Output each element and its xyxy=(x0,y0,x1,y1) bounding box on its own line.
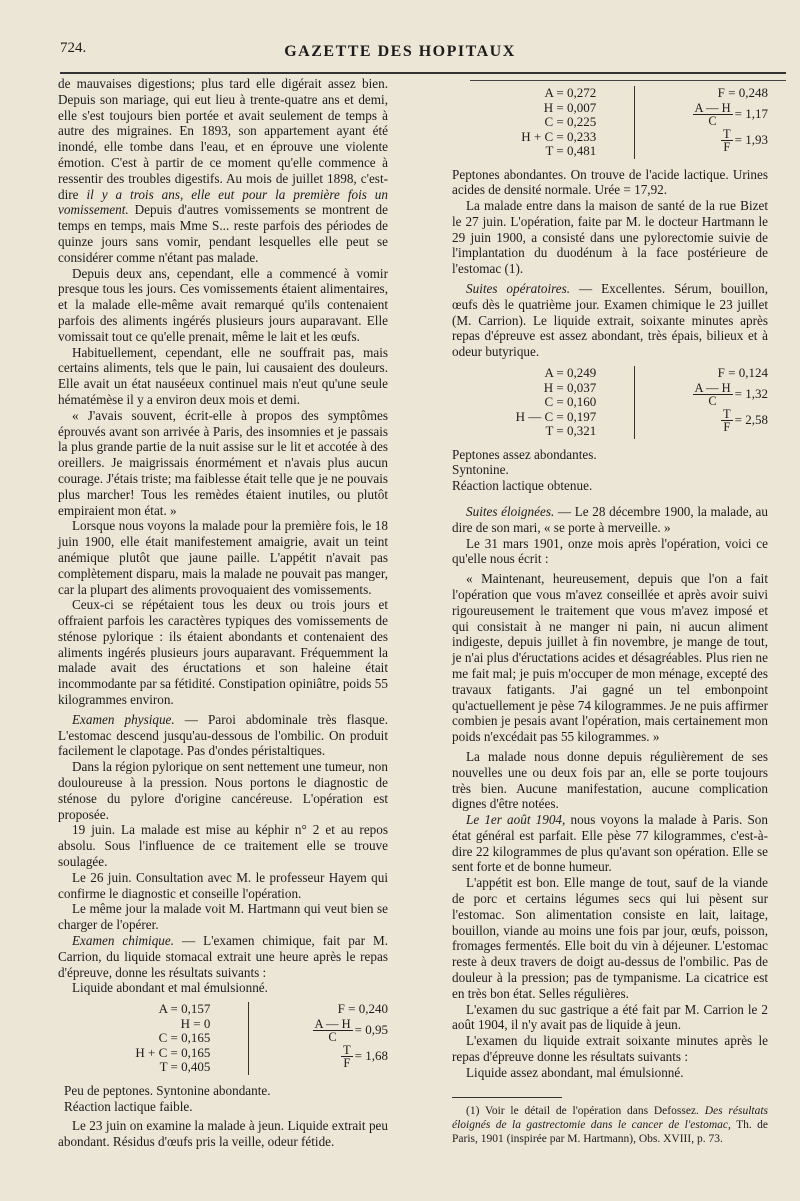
lab-value: F = 0,240 xyxy=(337,1001,388,1017)
lab-ratio: $\frac{T}{F}$ = 2,58 xyxy=(723,406,768,434)
paragraph: Réaction lactique faible. xyxy=(64,1098,193,1114)
paragraph: Liquide assez abondant, mal émulsionné. xyxy=(466,1064,684,1080)
paragraph: Suites opératoires. — Excellentes. Sérum, bouillon, œufs dès le quatrième jour. Examen chimique le 23 juillet (M. Carrion). Le liquide extrait, soixante minutes après repas d'épreuve est assez abondant, très épais, bilieux et à odeur butyrique. xyxy=(452,281,768,360)
lab-value: H = 0,037 xyxy=(543,379,597,395)
paragraph: Le 26 juin. Consultation avec M. le professeur Hayem qui confirme le diagnostic et conseille l'opération. xyxy=(58,869,388,901)
paragraph: Habituellement, cependant, elle ne souffrait pas, mais certains aliments, tels que le pain, lui causaient des douleurs. Elle avait un état nauséeux continuel mais n'eut qu'une seule hématémèse il y a environ deux mois et demi. xyxy=(58,344,388,407)
paragraph: La malade nous donne depuis régulièrement de ses nouvelles une ou deux fois par an, elle se porte toujours très bien. Aucune manifestation, aucune complication dignes d'être notées. xyxy=(452,748,768,812)
paragraph: Le 31 mars 1901, onze mois après l'opération, voici ce qu'elle nous écrit : xyxy=(452,535,768,567)
paragraph: Réaction lactique obtenue. xyxy=(452,478,593,494)
paragraph: Le 1er août 1904, nous voyons la malade à Paris. Son état général est parfait. Elle pèse 77 kilogrammes, c'est-à-dire 22 kilogrammes de plus qu'avant son opération. Elle se sent forte et de bonne humeur. xyxy=(452,812,768,875)
lab-value: H — C = 0,197 xyxy=(515,408,597,424)
paragraph: La malade entre dans la maison de santé de la rue Bizet le 27 juin. L'opération, faite par M. le docteur Hartmann le 29 juin 1900, a consisté dans une pylorectomie suivie de l'implantation du duodénum à la face postérieure de l'estomac (1). xyxy=(452,198,768,277)
lab-ratios xyxy=(635,86,768,159)
paragraph: de mauvaises digestions; plus tard elle digérait assez bien. Depuis son mariage, qui eut lieu à trente-quatre ans et demi, elle s'est toujours bien portée et avait seulement de temps à autre des migraines. En 1893, son appartement ayant été inondé, elle tombe dans l'eau, et en éprouve une violente émotion. C'est à partir de ce moment qu'elle commence à ressentir des troubles digestifs. Au mois de juillet 1898, c'est-dire il y a trois ans, elle eut pour la première fois un vomissement. Depuis d'autres vomissements se montrent de temps en temps, mais Mme S... reste parfois des périodes de quinze jours sans vomir, pendant lesquelles elle peut se considérer comme n'étant pas malade. xyxy=(58,76,388,265)
lab-value: C = 0,225 xyxy=(544,114,597,129)
paragraph: Lorsque nous voyons la malade pour la première fois, le 18 juin 1900, elle était manifestement amaigrie, avait un teint anémique plutôt que jaune paille. L'appétit n'avait pas complètement disparu, mais la malade ne pouvait pas manger, car la plupart des aliments provoquaient des vomissements. xyxy=(58,518,388,597)
paragraph: Le même jour la malade voit M. Hartmann qui veut bien se charger de l'opérer. xyxy=(58,901,388,933)
lab-ratio: $\frac{T}{F}$ = 1,68 xyxy=(343,1042,388,1070)
lab-ratio: $\frac{A — H}{C}$ = 1,32 xyxy=(694,380,768,408)
lab-value: T = 0,405 xyxy=(159,1059,211,1075)
paragraph: L'appétit est bon. Elle mange de tout, sauf de la viande de porc et certains légumes secs qui lui pèsent sur l'estomac. Son alimentation consiste en lait, laitage, bouillon, viande au moins une fois par jour, œufs, poisson, fromages fermentés. Elle boit du vin à déjeuner. L'estomac reste à deux travers de doigt au-dessus de l'ombilic. Pas de douleur à la pression; pas de tympanisme. La cicatrice est en très bon état. Selles régulières. xyxy=(452,875,768,1001)
lab-results-1 xyxy=(58,1002,388,1075)
lab-value: H = 0,007 xyxy=(543,99,597,115)
paragraph: L'examen du suc gastrique a été fait par M. Carrion le 2 août 1904, il n'y avait pas de liquide à jeun. xyxy=(452,1001,768,1033)
lab-values xyxy=(452,366,635,439)
paragraph: Liquide abondant et mal émulsionné. xyxy=(72,980,268,996)
lab-value: A = 0,249 xyxy=(544,365,597,381)
quote-paragraph: « Maintenant, heureusement, depuis que l'on a fait l'opération que vous m'avez conseillée et après avoir suivi rigoureusement le traitement que vous m'avez imposé et qui consistait à ne manger ni pain, ni aucun aliment indigeste, depuis juillet à fin novembre, je mange de tout, je n'ai plus d'éructations acides et désagréables. Plus rien ne me fait mal; je puis m'occuper de mon ménage, excepté des travaux fatigants. J'ai gagné un tel embonpoint qu'actuellement je pèse 74 kilogrammes. Je ne puis affirmer combien je pesais avant l'opération, mais certainement mon poids n'excédait pas 55 kilogrammes. » xyxy=(452,571,768,745)
header-rule xyxy=(60,72,786,74)
paragraph: Syntonine. xyxy=(452,462,509,478)
right-column xyxy=(452,86,768,1146)
lab-value: C = 0,160 xyxy=(544,394,597,410)
paragraph: Suites éloignées. — Le 28 décembre 1900, la malade, au dire de son mari, « se porte à merveille. » xyxy=(452,503,768,535)
paragraph: Depuis deux ans, cependant, elle a commencé à vomir presque tous les jours. Ces vomissements étaient alimentaires, et la malade elle-même avait remarqué qu'ils contenaient parfois des aliments ingérés plusieurs jours auparavant. Elle vomissait tout ce qu'elle prenait, même le lait et les œufs. xyxy=(58,265,388,344)
header-subrule xyxy=(470,80,786,81)
lab-value: F = 0,248 xyxy=(717,85,768,100)
lab-ratios xyxy=(635,366,768,439)
lab-value: C = 0,165 xyxy=(158,1030,211,1046)
paragraph: Peptones abondantes. On trouve de l'acide lactique. Urines acides de densité normale. Urée = 17,92. xyxy=(452,166,768,198)
paragraph: Peu de peptones. Syntonine abondante. xyxy=(64,1082,271,1098)
lab-value: F = 0,124 xyxy=(717,365,768,381)
lab-value: H = 0 xyxy=(180,1015,211,1031)
page-header xyxy=(0,40,800,74)
lab-value: A = 0,272 xyxy=(544,85,597,100)
lab-value: T = 0,321 xyxy=(545,423,597,439)
paragraph: Dans la région pylorique on sent nettement une tumeur, non douloureuse à la pression. Nous portons le diagnostic de sténose du pylore d'origine cancéreuse. L'opération est proposée. xyxy=(58,759,388,822)
paragraph: Ceux-ci se répétaient tous les deux ou trois jours et offraient parfois les caractères typiques des vomissements de sténose pylorique : ils étaient abondants et contenaient des aliments ingérés plusieurs jours auparavant. Fréquemment la malade avait des éructations et son haleine était incommodante par sa fétidité. Constipation opiniâtre, poids 55 kilogrammes environ. xyxy=(58,597,388,708)
lab-value: H + C = 0,165 xyxy=(135,1044,211,1060)
lab-ratio: $\frac{A — H}{C}$ = 1,17 xyxy=(694,100,768,128)
lab-value: H + C = 0,233 xyxy=(521,128,597,144)
page-number: 724. xyxy=(60,40,87,56)
lab-values xyxy=(58,1002,249,1075)
paragraph: Peptones assez abondantes. xyxy=(452,446,597,462)
lab-value: A = 0,157 xyxy=(158,1001,211,1017)
footnote: (1) Voir le détail de l'opération dans Defossez. Des résultats éloignés de la gastrectomie dans le cancer de l'estomac, Th. de Paris, 1901 (inspirée par M. Hartmann), Obs. XVIII, p. 73. xyxy=(452,1104,769,1145)
paragraph: Examen physique. — Paroi abdominale très flasque. L'estomac descend jusqu'au-dessous de l'ombilic. On produit facilement le clapotage. Pas d'ondes péristaltiques. xyxy=(58,711,388,759)
left-column xyxy=(58,76,388,1150)
paragraph: L'examen du liquide extrait soixante minutes après le repas d'épreuve donne les résultats suivants : xyxy=(452,1033,768,1065)
paragraph: Le 23 juin on examine la malade à jeun. Liquide extrait peu abondant. Résidus d'œufs pris la veille, odeur fétide. xyxy=(58,1118,388,1150)
footnote-rule xyxy=(452,1097,562,1098)
lab-ratios xyxy=(249,1002,388,1075)
lab-value: T = 0,481 xyxy=(545,143,597,158)
journal-title: GAZETTE DES HOPITAUX xyxy=(284,43,516,60)
lab-values xyxy=(452,86,635,159)
quote-paragraph: « J'avais souvent, écrit-elle à propos des symptômes éprouvés avant son arrivée à Paris, des insomnies et je passais la plus grande partie de la nuit assise sur le lit et accotée à des oreillers. Je maigrissais énormément et n'avais plus aucun courage. J'étais triste; ma faiblesse était telle que je ne pouvais plus marcher! Tous les remèdes étaient inutiles, ou plutôt empiraient mon état. » xyxy=(58,407,388,518)
lab-results-3 xyxy=(452,366,768,439)
paragraph: 19 juin. La malade est mise au képhir n° 2 et au repos absolu. Sous l'influence de ce traitement elle se trouve soulagée. xyxy=(58,822,388,870)
lab-results-2 xyxy=(452,86,768,159)
paragraph: Examen chimique. — L'examen chimique, fait par M. Carrion, du liquide stomacal extrait une heure après le repas d'épreuve, donne les résultats suivants : xyxy=(58,933,388,980)
lab-ratio: $\frac{T}{F}$ = 1,93 xyxy=(723,126,768,154)
lab-ratio: $\frac{A — H}{C}$ = 0,95 xyxy=(314,1016,388,1044)
